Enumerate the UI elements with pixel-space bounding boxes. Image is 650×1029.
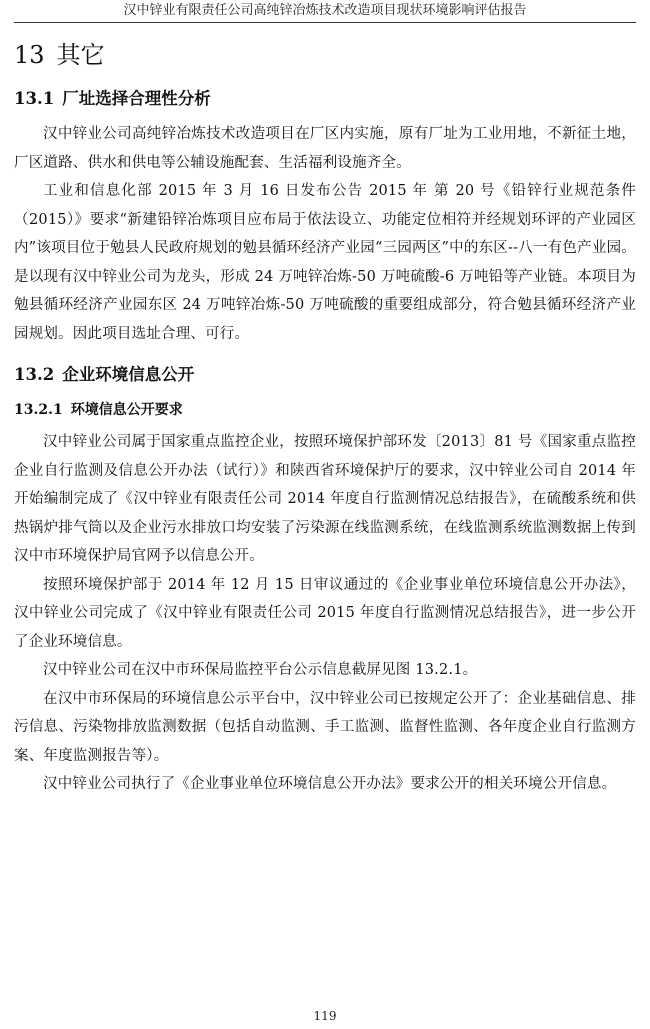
subsection-title-text: 环境信息公开要求 [70,402,183,418]
section-number: 13.1 [14,89,55,108]
paragraph: 在汉中市环保局的环境信息公示平台中，汉中锌业公司已按规定公开了：企业基础信息、排污信息、污染物排放监测数据（包括自动监测、手工监测、监督性监测、各年度企业自行监测方案、年度监测报告等）。 [14,690,636,764]
page-header [14,0,636,23]
paragraph: 工业和信息化部 2015 年 3 月 16 日发布公告 2015 年 第 20 号《铅锌行业规范条件（2015）》要求“新建铅锌冶炼项目应布局于依法设立、功能定位相符并经规划环评的产业园区内”该项目位于勉县人民政府规划的勉县循环经济产业园“三园两区”中的东区--八一有色产业园。是以现有汉中锌业公司为龙头，形成 24 万吨锌冶炼-50 万吨硫酸-6 万吨铅等产业链。本项目为勉县循环经济产业园东区 24 万吨锌冶炼-50 万吨硫酸的重要组成部分，符合勉县循环经济产业园规划。因此项目选址合理、可行。 [14,183,636,342]
page-number: 119 [313,1009,337,1023]
paragraph: 汉中锌业公司在汉中市环保局监控平台公示信息截屏见图 13.2.1。 [43,662,478,678]
chapter-title [14,38,636,72]
subsection-title-13-2-1 [14,398,636,422]
subsection-number: 13.2.1 [14,402,63,418]
header-title: 汉中锌业有限责任公司高纯锌冶炼技术改造项目现状环境影响评估报告 [123,3,527,18]
chapter-title-text: 其它 [56,41,105,69]
section-title-13-2 [14,362,636,388]
paragraph: 汉中锌业公司执行了《企业事业单位环境信息公开办法》要求公开的相关环境公开信息。 [43,776,617,792]
section-number: 13.2 [14,365,55,384]
paragraph: 按照环境保护部于 2014 年 12 月 15 日审议通过的《企业事业单位环境信息公开办法》，汉中锌业公司完成了《汉中锌业有限责任公司 2015 年度自行监测情况总结报告》，进一步公开了企业环境信息。 [14,576,636,650]
page-content [14,38,636,799]
section-title-text: 企业环境信息公开 [62,365,195,384]
section-title-13-1 [14,86,636,112]
chapter-number: 13 [14,41,45,69]
paragraph: 汉中锌业公司高纯锌冶炼技术改造项目在厂区内实施，原有厂址为工业用地，不新征土地，厂区道路、供水和供电等公辅设施配套、生活福利设施齐全。 [14,126,636,171]
page-footer [0,1009,650,1023]
section-title-text: 厂址选择合理性分析 [62,89,211,108]
paragraph: 汉中锌业公司属于国家重点监控企业，按照环境保护部环发〔2013〕81 号《国家重点监控企业自行监测及信息公开办法（试行）》和陕西省环境保护厅的要求，汉中锌业公司自 2014 年开始编制完成了《汉中锌业有限责任公司 2014 年度自行监测情况总结报告》，在硫酸系统和供热锅炉排气筒以及企业污水排放口均安装了污染源在线监测系统，在线监测系统监测数据上传到汉中市环境保护局官网予以信息公开。 [14,434,636,564]
